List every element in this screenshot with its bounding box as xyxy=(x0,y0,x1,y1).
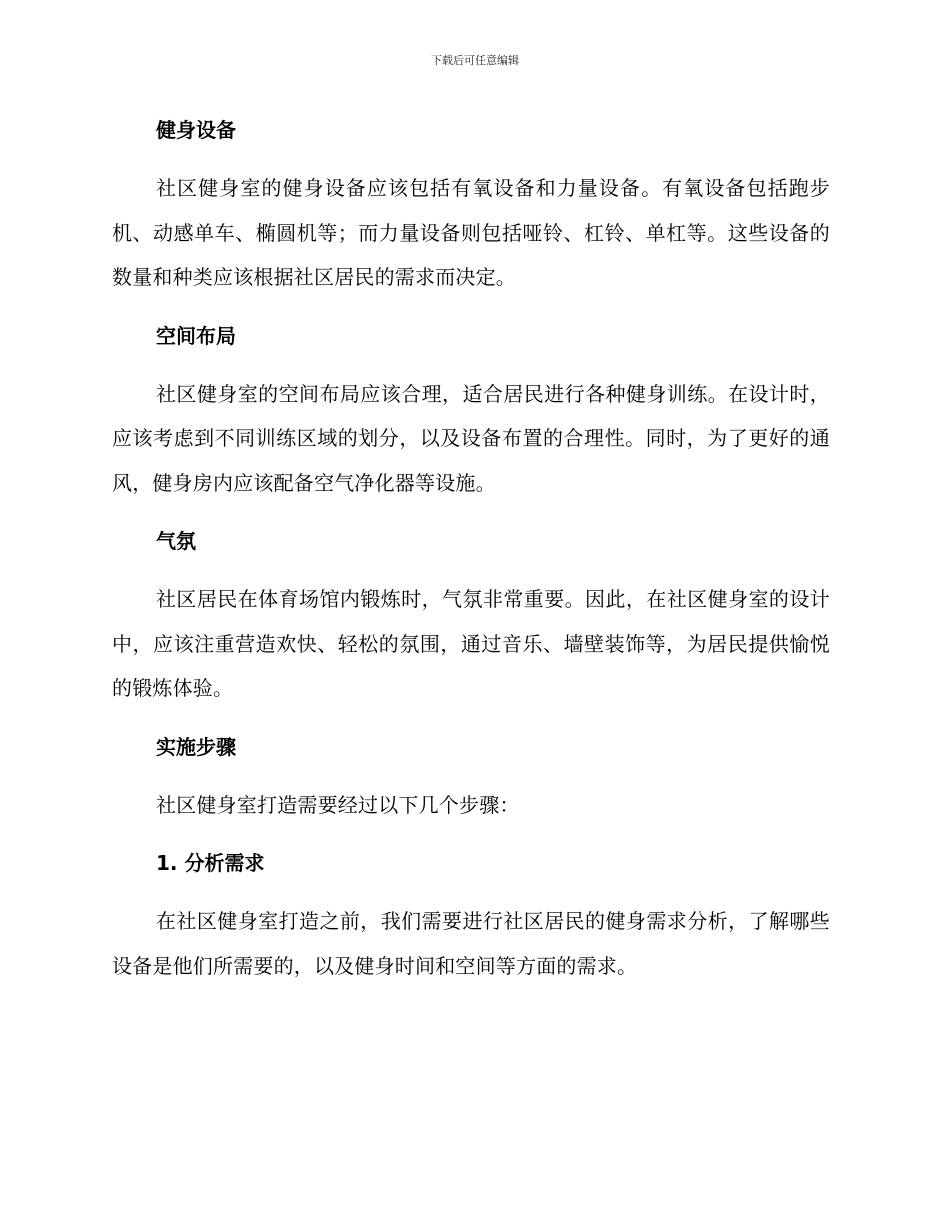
section-heading-analysis: 1. 分析需求 xyxy=(156,851,265,875)
section-paragraph-layout: 社区健身室的空间布局应该合理，适合居民进行各种健身训练。在设计时，应该考虑到不同训练区域的划分，以及设备布置的合理性。同时，为了更好的通风，健身房内应该配备空气净化器等设施。 xyxy=(112,381,830,495)
page-header-note: 下载后可任意编辑 xyxy=(431,54,519,67)
section-heading-equipment: 健身设备 xyxy=(156,118,236,142)
section-paragraph-analysis: 在社区健身室打造之前，我们需要进行社区居民的健身需求分析，了解哪些设备是他们所需要的，以及健身时间和空间等方面的需求。 xyxy=(112,909,830,978)
section-heading-atmosphere: 气氛 xyxy=(156,529,196,553)
section-paragraph-atmosphere: 社区居民在体育场馆内锻炼时，气氛非常重要。因此，在社区健身室的设计中，应该注重营造欢快、轻松的氛围，通过音乐、墙壁装饰等，为居民提供愉悦的锻炼体验。 xyxy=(112,587,830,700)
section-heading-steps: 实施步骤 xyxy=(156,734,236,759)
section-heading-layout: 空间布局 xyxy=(156,323,236,348)
document-body xyxy=(112,108,830,1002)
section-paragraph-steps: 社区健身室打造需要经过以下几个步骤： xyxy=(156,792,520,817)
section-paragraph-equipment: 社区健身室的健身设备应该包括有氧设备和力量设备。有氧设备包括跑步机、动感单车、椭圆机等；而力量设备则包括哑铃、杠铃、单杠等。这些设备的数量和种类应该根据社区居民的需求而决定。 xyxy=(112,176,830,289)
